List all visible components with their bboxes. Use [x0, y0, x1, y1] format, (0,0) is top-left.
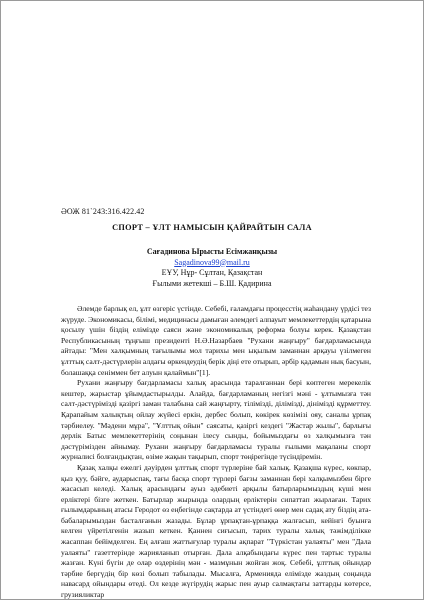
affiliation: ЕҰУ, Нұр- Сұлтан, Қазақстан: [161, 268, 263, 277]
paragraph-1: Әлемде барлық ел, ұлт өзгеріс үстінде. Себебі, ғаламдағы процесстің жаһандану үрдісі тез жүруде. Экономикасы, білімі, медицинасы дамыған әлемдегі алпауыт мемлекеттердің қатарына қосылу үшін біздің елімізде саяси және экономикалық реформа болуы керек. Қазақстан Республикасының тұңғыш президенті Н.Ә.Назарбаев "Рухани жаңғыру" бағдарламасында айтады: "Мен халқымның тағылымы мол тарихы мен ықылым заманнан арқауы үзілмеген ұлттық салт-дәстүрлерін алдағы өркендеудің берік діңі ете отырып, әрбір қадамын нық басуын, болашаққа сеніммен бет алуын қалаймын"[1].: [61, 304, 371, 377]
paragraph-2: Рухани жаңғыру бағдарламасы халық арасында таралғаннан бері көптеген мерекелік кештер, жарыстар ұйымдастырылды. Алайда, бағдарламаның негізгі мәні - ұлтымызға тән салт-дәстүріміздi қазіргі заман талабына сай жаңғырту, тілімізді, ділімізді, дінімізді құрметтеу. Қарапайым халықтың ойлау жүйесі еркін, дербес болып, көкірек көзімізі ояу, саналы ұрпақ тәрбиелеу. "Мәдени мұра", "Ұлттық ойын" саясаты, қазіргі кездегі "Жастар жылы", барлығы дерлік Батыс мемлекеттерінің соңынан ілесу сынды, бойымыздағы өз халқымызға тән дәстүрімізден айнымау. Рухани жаңғыру бағдарламасы туралы ғылыми мақаланы спорт журналисі болғандықтан, өзіме жақын тақырып, спорт төңірегінде түсіндіремін.: [61, 378, 371, 462]
author-block: [1, 247, 423, 289]
author-email-link[interactable]: Sagadinova99@mail.ru: [174, 257, 250, 267]
udc-code: ӘОЖ 81`243:316.422.42: [61, 207, 145, 216]
body-text: [61, 304, 371, 601]
paragraph-3: Қазақ халқы ежелгі дәуірден ұлттық спорт түрлеріне бай халық. Қазақша күрес, көкпар, қыз қуу, бәйге, аударыспақ, тағы басқа спорт түрлері бағзы заманнан бері халқымызбен бірге жасасып келеді. Халық арасындағы ауыз әдебиеті арқылы батырларымыздың күші мен ерліктері бізге жеткен. Батырлар жырында олардың ерліктерін сипаттап жырлаған. Тарих ғылымдарының атасы Геродот өз еңбегінде сақтарда ат үстіндегі өнер мен садақ ату біздің ата-бабаларымыздан басталғанын жазады. Бұлар ұрпақтан-ұрпаққа жалғасып, кейінгі буынға келген үйретілгенін жазып кеткен. Қаннен сиғысып, тарих туралы халық тәжімділікке жасаппан бейімделген. Ең алғаш жаттығулар туралы ақпарат "Түркістан уалаяты" мен "Дала уалаяты" газеттерінде жарияланып отырған. Дала алқабындағы күрес пен тартыс туралы жазған. Күні бүгін де олар өздерінің мән - мазмұнын жойған жоқ. Себебі, ұлттық ойындар тәрбие бергүдің бір көзі болып табылады. Мысалға, Арменияда елімізде жаздың соңында навасард ойындары өтеді. Ол кезде жүгірудің жарыс пен ауыр салмақтағы заттарды көтерсе, грузияликтар: [61, 462, 371, 600]
supervisor: Ғылыми жетекші – Б.Ш. Қадирина: [152, 278, 272, 288]
paper-title: СПОРТ – ҰЛТ НАМЫСЫН ҚАЙРАЙТЫН САЛА: [112, 223, 312, 232]
author-name: Сағадинова Ырысты Есімжанқызы: [146, 247, 278, 256]
